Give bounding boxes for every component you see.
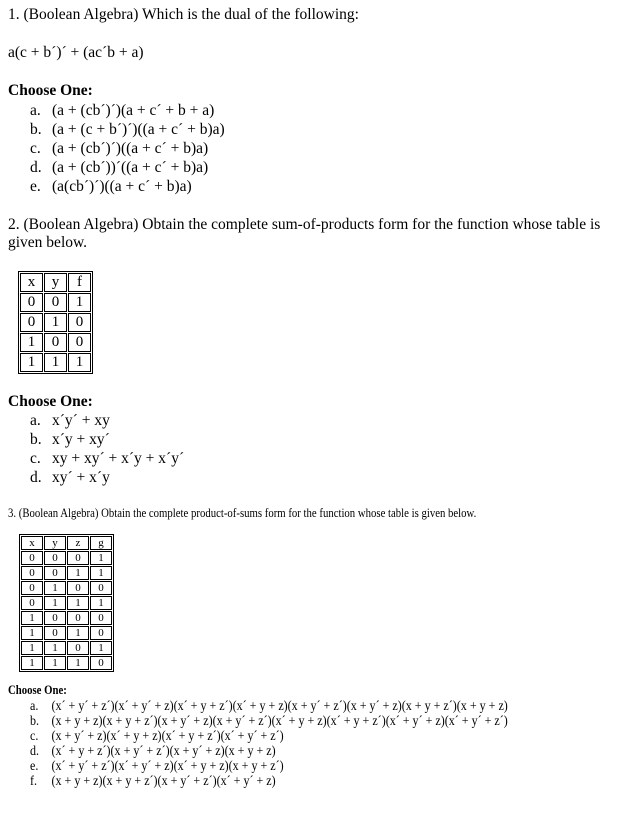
- option-a[interactable]: [30, 411, 184, 430]
- table-cell: 0: [90, 626, 112, 640]
- option-text: (x + y´ + z)(x´ + y + z)(x´ + y + z´)(x´ + y´ + z´): [51, 729, 284, 744]
- option-text: (x + y + z)(x + y + z´)(x + y´ + z´)(x´ + y´ + z): [51, 774, 276, 789]
- table-cell: 1: [90, 551, 112, 565]
- table-cell: 0: [21, 596, 43, 610]
- option-text: (a + (cb´)´)(a + c´ + b + a): [52, 102, 215, 119]
- question-3-options: [30, 699, 508, 789]
- question-1-expression: a(c + b´)´ + (ac´b + a): [8, 44, 144, 61]
- header-cell: x: [21, 536, 43, 550]
- table-cell: 0: [90, 656, 112, 670]
- option-text: (x´ + y + z´)(x + y´ + z´)(x + y´ + z)(x + y + z): [51, 744, 276, 759]
- table-cell: 0: [44, 566, 66, 580]
- table-cell: 1: [90, 641, 112, 655]
- table-cell: 0: [67, 641, 89, 655]
- option-letter: d.: [30, 469, 42, 486]
- table-row: [20, 293, 91, 312]
- option-b[interactable]: [30, 714, 508, 729]
- truth-table-f: [18, 271, 93, 374]
- table-row: [21, 641, 112, 655]
- option-b[interactable]: [30, 120, 225, 139]
- table-cell: 1: [68, 353, 91, 372]
- option-d[interactable]: [30, 468, 184, 487]
- header-cell: f: [68, 273, 91, 292]
- header-cell: x: [20, 273, 43, 292]
- table-row: [20, 353, 91, 372]
- truth-table-g: [19, 534, 114, 672]
- table-row: [21, 656, 112, 670]
- table-cell: 1: [68, 293, 91, 312]
- option-letter: a.: [30, 412, 41, 429]
- option-text: (a(cb´)´)((a + c´ + b)a): [52, 178, 192, 195]
- table-cell: 1: [44, 581, 66, 595]
- option-text: (a + (cb´))´((a + c´ + b)a): [52, 159, 209, 176]
- question-2-title: 2. (Boolean Algebra) Obtain the complete sum-of-products form for the function whose table is: [8, 216, 601, 233]
- option-a[interactable]: [30, 101, 225, 120]
- option-a[interactable]: [30, 699, 508, 714]
- table-cell: 1: [44, 656, 66, 670]
- table-row: [20, 333, 91, 352]
- option-text: xy + xy´ + x´y + x´y´: [52, 450, 185, 467]
- option-text: x´y´ + xy: [52, 412, 110, 429]
- table-cell: 0: [67, 611, 89, 625]
- table-cell: 1: [44, 596, 66, 610]
- option-e[interactable]: [30, 759, 508, 774]
- header-cell: y: [44, 536, 66, 550]
- table-header-row: [20, 273, 91, 292]
- table-cell: 1: [67, 596, 89, 610]
- table-row: [21, 611, 112, 625]
- table-cell: 1: [20, 333, 43, 352]
- question-3-title: 3. (Boolean Algebra) Obtain the complete product-of-sums form for the function whose table is given below.: [8, 506, 477, 520]
- table-cell: 0: [20, 313, 43, 332]
- question-3-choose-label: Choose One:: [8, 683, 67, 697]
- table-row: [21, 566, 112, 580]
- table-cell: 1: [44, 641, 66, 655]
- table-cell: 0: [21, 566, 43, 580]
- table-header-row: [21, 536, 112, 550]
- table-cell: 0: [21, 581, 43, 595]
- option-letter: f.: [30, 774, 38, 789]
- table-cell: 0: [44, 551, 66, 565]
- option-c[interactable]: [30, 729, 508, 744]
- table-row: [21, 551, 112, 565]
- question-2-choose-label: Choose One:: [8, 393, 93, 410]
- table-row: [21, 596, 112, 610]
- option-letter: b.: [30, 121, 42, 138]
- option-text: x´y + xy´: [52, 431, 110, 448]
- table-cell: 1: [21, 641, 43, 655]
- option-letter: a.: [30, 699, 39, 714]
- question-2-options: [30, 411, 184, 487]
- table-cell: 1: [21, 611, 43, 625]
- option-text: (x´ + y´ + z´)(x´ + y´ + z)(x´ + y + z)(x + y + z´): [51, 759, 284, 774]
- option-letter: d.: [30, 159, 42, 176]
- option-letter: b.: [30, 431, 42, 448]
- option-letter: e.: [30, 759, 39, 774]
- option-d[interactable]: [30, 158, 225, 177]
- option-letter: a.: [30, 102, 41, 119]
- option-c[interactable]: [30, 449, 184, 468]
- question-1-choose-label: Choose One:: [8, 82, 93, 99]
- table-cell: 0: [21, 551, 43, 565]
- option-text: (a + (c + b´)´)((a + c´ + b)a): [52, 121, 225, 138]
- table-cell: 0: [68, 333, 91, 352]
- header-cell: z: [67, 536, 89, 550]
- option-f[interactable]: [30, 774, 508, 789]
- table-cell: 1: [44, 353, 67, 372]
- option-e[interactable]: [30, 177, 225, 196]
- table-cell: 1: [90, 596, 112, 610]
- table-cell: 0: [90, 581, 112, 595]
- option-text: (a + (cb´)´)((a + c´ + b)a): [52, 140, 209, 157]
- table-cell: 0: [44, 611, 66, 625]
- option-text: (x + y + z)(x + y + z´)(x + y´ + z)(x + y´ + z´)(x´ + y + z)(x´ + y + z´)(x´ + y´ + z)(x´ + y´ + z´): [51, 714, 508, 729]
- table-cell: 0: [44, 626, 66, 640]
- option-text: xy´ + x´y: [52, 469, 110, 486]
- table-cell: 1: [67, 626, 89, 640]
- option-letter: e.: [30, 178, 41, 195]
- table-cell: 1: [90, 566, 112, 580]
- question-1-options: [30, 101, 225, 196]
- table-cell: 0: [44, 293, 67, 312]
- table-cell: 0: [20, 293, 43, 312]
- question-2-title-line2: given below.: [8, 234, 88, 251]
- table-cell: 1: [21, 656, 43, 670]
- table-cell: 1: [20, 353, 43, 372]
- option-letter: c.: [30, 450, 41, 467]
- question-1-title: 1. (Boolean Algebra) Which is the dual of the following:: [8, 6, 359, 23]
- header-cell: g: [90, 536, 112, 550]
- table-row: [20, 313, 91, 332]
- option-letter: c.: [30, 729, 39, 744]
- option-c[interactable]: [30, 139, 225, 158]
- option-b[interactable]: [30, 430, 184, 449]
- option-d[interactable]: [30, 744, 508, 759]
- header-cell: y: [44, 273, 67, 292]
- table-cell: 0: [90, 611, 112, 625]
- table-cell: 1: [67, 566, 89, 580]
- option-text: (x´ + y´ + z´)(x´ + y´ + z)(x´ + y + z´)(x´ + y + z)(x + y´ + z´)(x + y´ + z)(x + y + z´)(x + y + z): [51, 699, 508, 714]
- table-cell: 1: [44, 313, 67, 332]
- table-cell: 0: [68, 313, 91, 332]
- table-row: [21, 626, 112, 640]
- table-cell: 0: [44, 333, 67, 352]
- table-cell: 0: [67, 581, 89, 595]
- table-cell: 1: [67, 656, 89, 670]
- table-row: [21, 581, 112, 595]
- option-letter: b.: [30, 714, 40, 729]
- table-cell: 0: [67, 551, 89, 565]
- option-letter: c.: [30, 140, 41, 157]
- option-letter: d.: [30, 744, 40, 759]
- table-cell: 1: [21, 626, 43, 640]
